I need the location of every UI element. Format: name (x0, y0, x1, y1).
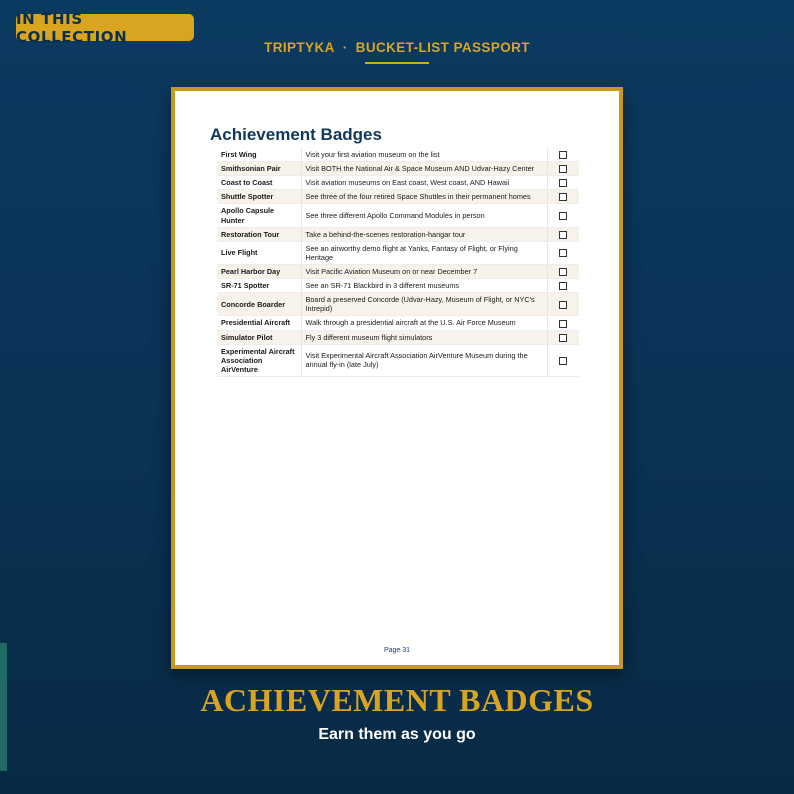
checkbox-icon (559, 282, 567, 290)
checkbox-icon (559, 334, 567, 342)
badge-name: Apollo Capsule Hunter (217, 204, 301, 227)
table-row (217, 148, 579, 162)
checkbox-icon (559, 357, 567, 365)
badge-description: Visit your first aviation museum on the list (301, 148, 547, 162)
badge-check-cell (547, 148, 579, 162)
badge-check-cell (547, 227, 579, 241)
document-title: Achievement Badges (210, 125, 382, 144)
badge-name: Shuttle Spotter (217, 190, 301, 204)
badge-description: Visit Experimental Aircraft Association AirVenture Museum during the annual fly-in (late July) (301, 344, 547, 376)
table-row (217, 190, 579, 204)
badge-description: Visit BOTH the National Air & Space Museum AND Udvar-Hazy Center (301, 162, 547, 176)
checkbox-icon (559, 301, 567, 309)
badge-description: See an airworthy demo flight at Yanks, Fantasy of Flight, or Flying Heritage (301, 241, 547, 264)
badge-name: Pearl Harbor Day (217, 264, 301, 278)
badge-name: First Wing (217, 148, 301, 162)
promo-subtitle: Earn them as you go (318, 726, 476, 743)
badge-check-cell (547, 279, 579, 293)
checkbox-icon (559, 249, 567, 257)
brand-underline (365, 62, 429, 64)
badge-check-cell (547, 176, 579, 190)
checkbox-icon (559, 212, 567, 220)
table-row (217, 264, 579, 278)
table-row (217, 330, 579, 344)
checkbox-icon (559, 193, 567, 201)
badge-description: Take a behind-the-scenes restoration-hangar tour (301, 227, 547, 241)
table-row (217, 344, 579, 376)
badge-check-cell (547, 330, 579, 344)
badge-name: Live Flight (217, 241, 301, 264)
brand-separator: · (342, 40, 348, 55)
checkbox-icon (559, 165, 567, 173)
badge-name: Smithsonian Pair (217, 162, 301, 176)
badge-name: Simulator Pilot (217, 330, 301, 344)
badge-description: Fly 3 different museum flight simulators (301, 330, 547, 344)
badge-description: Walk through a presidential aircraft at the U.S. Air Force Museum (301, 316, 547, 330)
badge-check-cell (547, 316, 579, 330)
badge-check-cell (547, 241, 579, 264)
table-row (217, 293, 579, 316)
product-name: BUCKET-LIST PASSPORT (355, 40, 530, 55)
checkbox-icon (559, 179, 567, 187)
table-row (217, 162, 579, 176)
checkbox-icon (559, 151, 567, 159)
badge-description: Visit Pacific Aviation Museum on or near December 7 (301, 264, 547, 278)
checkbox-icon (559, 231, 567, 239)
badge-name: Experimental Aircraft Association AirVenture (217, 344, 301, 376)
badge-description: See three different Apollo Command Modules in person (301, 204, 547, 227)
badge-description: Board a preserved Concorde (Udvar-Hazy, Museum of Flight, or NYC's Intrepid) (301, 293, 547, 316)
checkbox-icon (559, 320, 567, 328)
table-row (217, 316, 579, 330)
table-row (217, 241, 579, 264)
badge-name: Restoration Tour (217, 227, 301, 241)
table-row (217, 279, 579, 293)
table-row (217, 204, 579, 227)
badge-check-cell (547, 293, 579, 316)
checkbox-icon (559, 268, 567, 276)
promo-title: ACHIEVEMENT BADGES (200, 682, 594, 718)
badge-check-cell (547, 190, 579, 204)
table-row (217, 227, 579, 241)
badge-name: Presidential Aircraft (217, 316, 301, 330)
badge-description: Visit aviation museums on East coast, West coast, AND Hawaii (301, 176, 547, 190)
table-row (217, 176, 579, 190)
badge-check-cell (547, 204, 579, 227)
badge-name: SR-71 Spotter (217, 279, 301, 293)
document-page-preview (171, 87, 623, 669)
badge-check-cell (547, 264, 579, 278)
collection-badge: IN THIS COLLECTION (16, 14, 194, 41)
badge-description: See three of the four retired Space Shuttles in their permanent homes (301, 190, 547, 204)
brand-line (0, 40, 794, 55)
brand-name: TRIPTYKA (264, 40, 335, 55)
badge-description: See an SR-71 Blackbird in 3 different museums (301, 279, 547, 293)
page-number: Page 31 (383, 647, 411, 654)
badge-name: Coast to Coast (217, 176, 301, 190)
badge-check-cell (547, 344, 579, 376)
badge-check-cell (547, 162, 579, 176)
badges-table (217, 148, 579, 377)
badge-name: Concorde Boarder (217, 293, 301, 316)
